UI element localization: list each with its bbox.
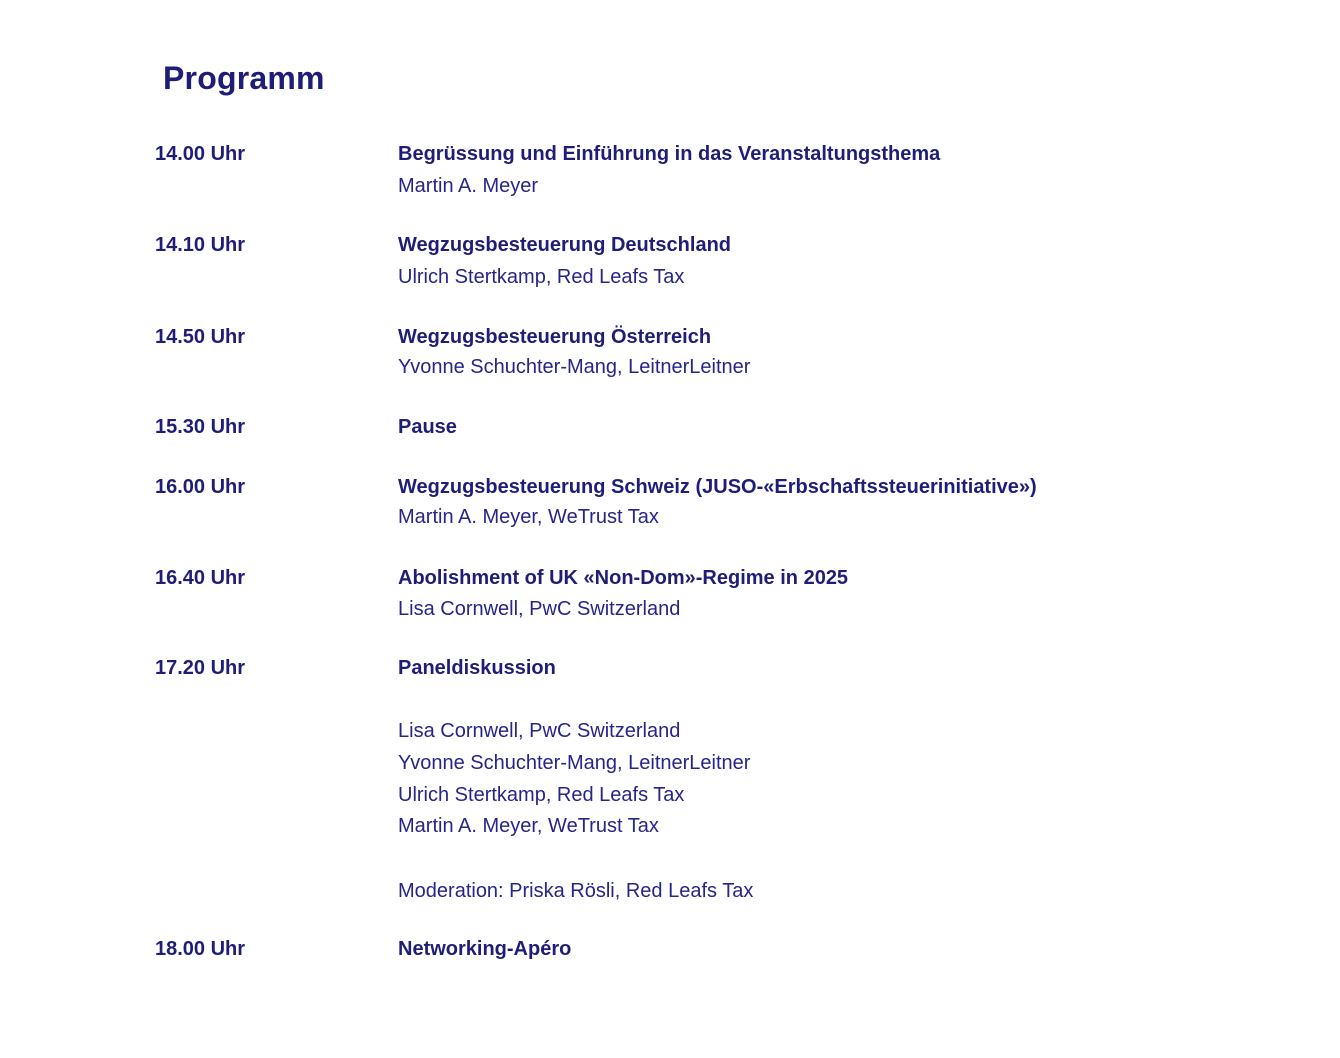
agenda-time: 16.00 Uhr <box>155 476 246 498</box>
agenda-title: Abolishment of UK «Non-Dom»-Regime in 2025 <box>398 567 849 589</box>
panel-member: Ulrich Stertkamp, Red Leafs Tax <box>398 784 685 806</box>
agenda-title: Wegzugsbesteuerung Deutschland <box>398 234 732 256</box>
panel-member: Yvonne Schuchter-Mang, LeitnerLeitner <box>398 752 751 774</box>
agenda-time: 17.20 Uhr <box>155 657 246 679</box>
agenda-title: Wegzugsbesteuerung Österreich <box>398 326 712 348</box>
panel-moderation: Moderation: Priska Rösli, Red Leafs Tax <box>398 880 754 902</box>
agenda-time: 14.00 Uhr <box>155 143 246 165</box>
agenda-time: 18.00 Uhr <box>155 938 246 960</box>
agenda-title: Wegzugsbesteuerung Schweiz (JUSO-«Erbschaftssteuerinitiative») <box>398 476 1037 498</box>
agenda-time: 14.10 Uhr <box>155 234 246 256</box>
panel-member: Martin A. Meyer, WeTrust Tax <box>398 815 659 837</box>
agenda-speaker: Yvonne Schuchter-Mang, LeitnerLeitner <box>398 356 751 378</box>
agenda-time: 15.30 Uhr <box>155 416 246 438</box>
page-title: Programm <box>163 60 325 96</box>
agenda-speaker: Ulrich Stertkamp, Red Leafs Tax <box>398 266 685 288</box>
agenda-speaker: Martin A. Meyer <box>398 175 539 197</box>
agenda-title: Networking-Apéro <box>398 938 572 960</box>
panel-member: Lisa Cornwell, PwC Switzerland <box>398 720 681 742</box>
agenda-speaker: Lisa Cornwell, PwC Switzerland <box>398 598 681 620</box>
agenda-title: Begrüssung und Einführung in das Veranstaltungsthema <box>398 143 941 165</box>
agenda-speaker: Martin A. Meyer, WeTrust Tax <box>398 506 659 528</box>
agenda-title: Paneldiskussion <box>398 657 556 679</box>
agenda-time: 16.40 Uhr <box>155 567 246 589</box>
agenda-title: Pause <box>398 416 457 438</box>
agenda-time: 14.50 Uhr <box>155 326 246 348</box>
